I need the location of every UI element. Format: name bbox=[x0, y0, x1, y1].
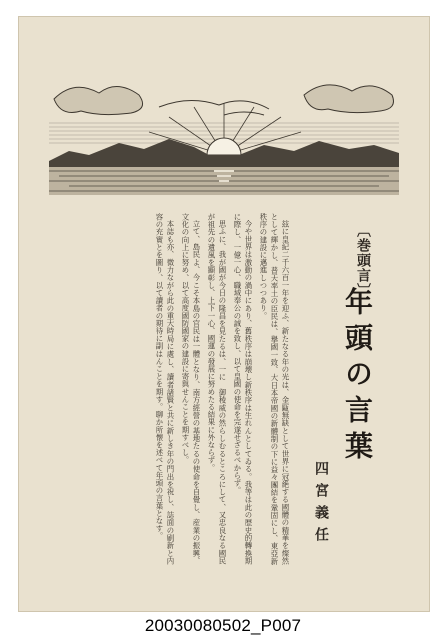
author-name: 四宮義任 bbox=[313, 461, 329, 549]
column-category: 〔巻頭言〕 bbox=[355, 223, 371, 298]
body-paragraph: 本誌も亦、微力ながら此の重大時局に處し、讀者諸賢と共に新しき年の門出を祝し、誌面の刷新と内容の充實とを圖り、以て讀者の期待に副はんことを期す。聊か所懐を述べて年頭の言葉となす。 bbox=[155, 213, 175, 565]
article-title: 年頭の言葉 bbox=[341, 287, 374, 467]
magazine-page bbox=[18, 16, 430, 612]
body-paragraph: 思ふに、我が國が今日の隆昌を見たるは、一に 御稜威の然らしむるところにして、又忠良なる國民が祖先の遺風を顯彰し、上下一心、國運の發展に努めたる結果に外ならず。 bbox=[207, 213, 227, 565]
sunrise-sea-illustration bbox=[49, 77, 399, 195]
article-body bbox=[49, 213, 291, 565]
archive-id-caption: 20030080502_P007 bbox=[144, 616, 302, 635]
body-paragraph: 立て、島民よ、今こそ本島の官民は一體となり、南方經營の基地たるの使命を自覺し、産業の振興、文化の向上に努め、以て高度國防國家の建設に寄與せんことを期すべし。 bbox=[181, 213, 201, 565]
body-paragraph: 玆に皇紀二千六百一年を迎ふ、新たなる年の光は、金甌無缺として世界に冠絶する國體の精華を燦然として輝かし、普天率土の臣民は、擧國一致、大日本帝國の新體制の下に益々團結を鞏固にし、東亞新秩序の建設に邁進しつつあり。 bbox=[259, 213, 290, 565]
body-paragraph: 今や世界は激動の渦中にあり、舊秩序は崩壊し新秩序は生れんとしてゐる。我等は此の歴史的轉換期に際し、一億一心、職域奉公の誠を致し、以て皇國の使命を完遂せざるべからず。 bbox=[233, 213, 253, 565]
